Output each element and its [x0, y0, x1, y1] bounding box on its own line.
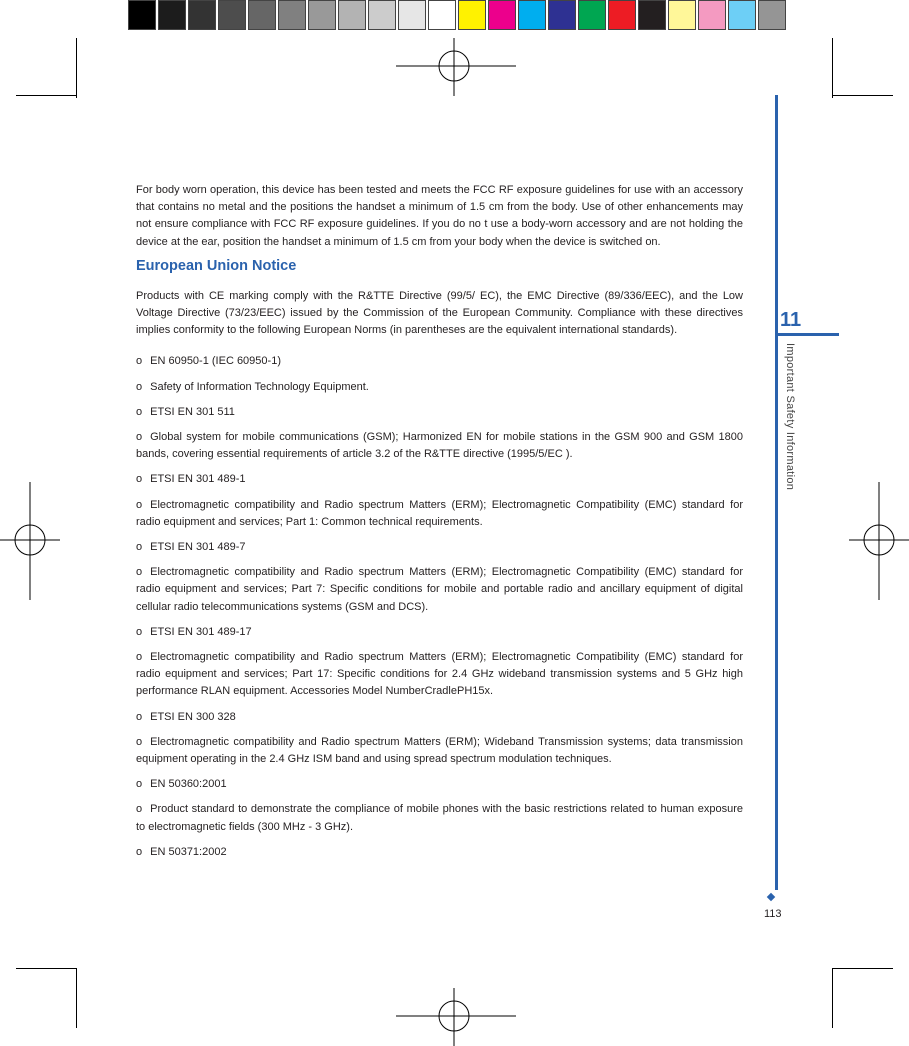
list-item-text: ETSI EN 301 511	[150, 405, 235, 418]
list-item-text: ETSI EN 301 489-17	[150, 625, 252, 638]
color-swatch	[188, 0, 216, 30]
list-item	[136, 801, 743, 835]
list-item	[136, 709, 743, 726]
color-swatch	[158, 0, 186, 30]
color-swatch	[368, 0, 396, 30]
color-swatch	[758, 0, 786, 30]
list-item-text: EN 50360:2001	[150, 778, 227, 791]
list-item-text: ETSI EN 301 489-1	[150, 473, 246, 486]
page-content	[136, 182, 743, 869]
list-bullet: o	[136, 380, 143, 393]
list-item-text: Safety of Information Technology Equipment.	[150, 380, 369, 393]
list-item-text: Product standard to demonstrate the compliance of mobile phones with the basic restrictions related to human exposure to electromagnetic fields (300 MHz - 3 GHz).	[136, 803, 743, 833]
color-swatch	[278, 0, 306, 30]
registration-target-right	[849, 482, 909, 600]
color-swatch	[218, 0, 246, 30]
list-item-text: ETSI EN 301 489-7	[150, 541, 246, 554]
page-number: 113	[764, 908, 782, 920]
list-item	[136, 539, 743, 556]
standards-list	[136, 353, 743, 861]
color-swatch	[308, 0, 336, 30]
intro-paragraph: For body worn operation, this device has been tested and meets the FCC RF exposure guidelines for use with an accessory that contains no metal and the positions the handset a minimum of 1.5 cm from the body. Use of other enhancements may not ensure compliance with FCC RF exposure guidelines. If you do no t use a body-worn accessory and are not holding the device at the ear, position the handset a minimum of 1.5 cm from your body when the device is switched on.	[136, 184, 743, 248]
color-swatch	[458, 0, 486, 30]
list-item	[136, 353, 743, 370]
color-swatch	[398, 0, 426, 30]
list-item	[136, 471, 743, 488]
list-item	[136, 776, 743, 793]
color-swatch	[518, 0, 546, 30]
list-item-text: EN 50371:2002	[150, 845, 227, 858]
list-item-text: Electromagnetic compatibility and Radio spectrum Matters (ERM); Electromagnetic Compatibility (EMC) standard for radio equipment and services; Part 1: Common technical requirements.	[136, 498, 743, 528]
registration-target-top	[396, 38, 516, 96]
list-bullet: o	[136, 803, 143, 816]
list-item	[136, 564, 743, 616]
color-swatch	[728, 0, 756, 30]
color-swatch	[548, 0, 576, 30]
list-item	[136, 624, 743, 641]
list-bullet: o	[136, 778, 143, 791]
registration-target-bottom	[396, 988, 516, 1046]
chapter-number: 11	[780, 309, 802, 331]
color-swatch	[638, 0, 666, 30]
color-swatch	[128, 0, 156, 30]
list-item-text: ETSI EN 300 328	[150, 710, 236, 723]
color-swatch	[248, 0, 276, 30]
list-bullet: o	[136, 735, 143, 748]
list-bullet: o	[136, 625, 143, 638]
registration-target-left	[0, 482, 60, 600]
list-item-text: EN 60950-1 (IEC 60950-1)	[150, 355, 281, 368]
color-swatch	[338, 0, 366, 30]
list-bullet: o	[136, 845, 143, 858]
list-bullet: o	[136, 405, 143, 418]
color-swatch	[578, 0, 606, 30]
list-item	[136, 497, 743, 531]
list-item	[136, 734, 743, 768]
gray-calibration-bar	[128, 0, 458, 32]
list-bullet: o	[136, 566, 143, 579]
list-bullet: o	[136, 651, 143, 664]
list-item-text: Electromagnetic compatibility and Radio spectrum Matters (ERM); Electromagnetic Compatibility (EMC) standard for radio equipment and services; Part 7: Specific conditions for mobile and portable radio and ancillary equipment of digital cellular radio telecommunications systems (GSM and DCS).	[136, 566, 743, 613]
list-item	[136, 379, 743, 396]
list-item	[136, 844, 743, 861]
list-item	[136, 404, 743, 421]
section-heading: European Union Notice	[136, 257, 297, 274]
list-item-text: Global system for mobile communications (GSM); Harmonized EN for mobile stations in the GSM 900 and GSM 1800 bands, covering essential requirements of article 3.2 of the R&TTE directive (1995/5/EC ).	[136, 431, 743, 461]
section-lead: Products with CE marking comply with the R&TTE Directive (99/5/ EC), the EMC Directive (89/336/EEC), and the Low Voltage Directive (73/23/EEC) issued by the Commission of the European Community. Compliance with these directives implies conformity to the following European Norms (in parentheses are the equivalent international standards).	[136, 289, 743, 337]
chapter-rule	[775, 333, 839, 336]
color-swatch	[488, 0, 516, 30]
list-bullet: o	[136, 498, 143, 511]
color-swatch	[668, 0, 696, 30]
list-bullet: o	[136, 355, 143, 368]
color-calibration-bar	[458, 0, 788, 32]
list-bullet: o	[136, 541, 143, 554]
list-item	[136, 649, 743, 701]
diamond-icon	[767, 893, 775, 901]
list-bullet: o	[136, 473, 143, 486]
list-bullet: o	[136, 431, 143, 444]
color-swatch	[428, 0, 456, 30]
chapter-title: Important Safety Information	[784, 343, 796, 491]
side-rule	[775, 95, 778, 890]
list-item-text: Electromagnetic compatibility and Radio spectrum Matters (ERM); Electromagnetic Compatibility (EMC) standard for radio equipment and services; Part 17: Specific conditions for 2.4 GHz wideband transmission systems and 5 GHz high performance RLAN equipment. Accessories Model NumberCradlePH15x.	[136, 651, 743, 698]
list-item-text: Electromagnetic compatibility and Radio spectrum Matters (ERM); Wideband Transmission systems; data transmission equipment operating in the 2.4 GHz ISM band and using spread spectrum modulation techniques.	[136, 735, 743, 766]
color-swatch	[698, 0, 726, 30]
list-item	[136, 429, 743, 463]
list-bullet: o	[136, 710, 143, 723]
color-swatch	[608, 0, 636, 30]
